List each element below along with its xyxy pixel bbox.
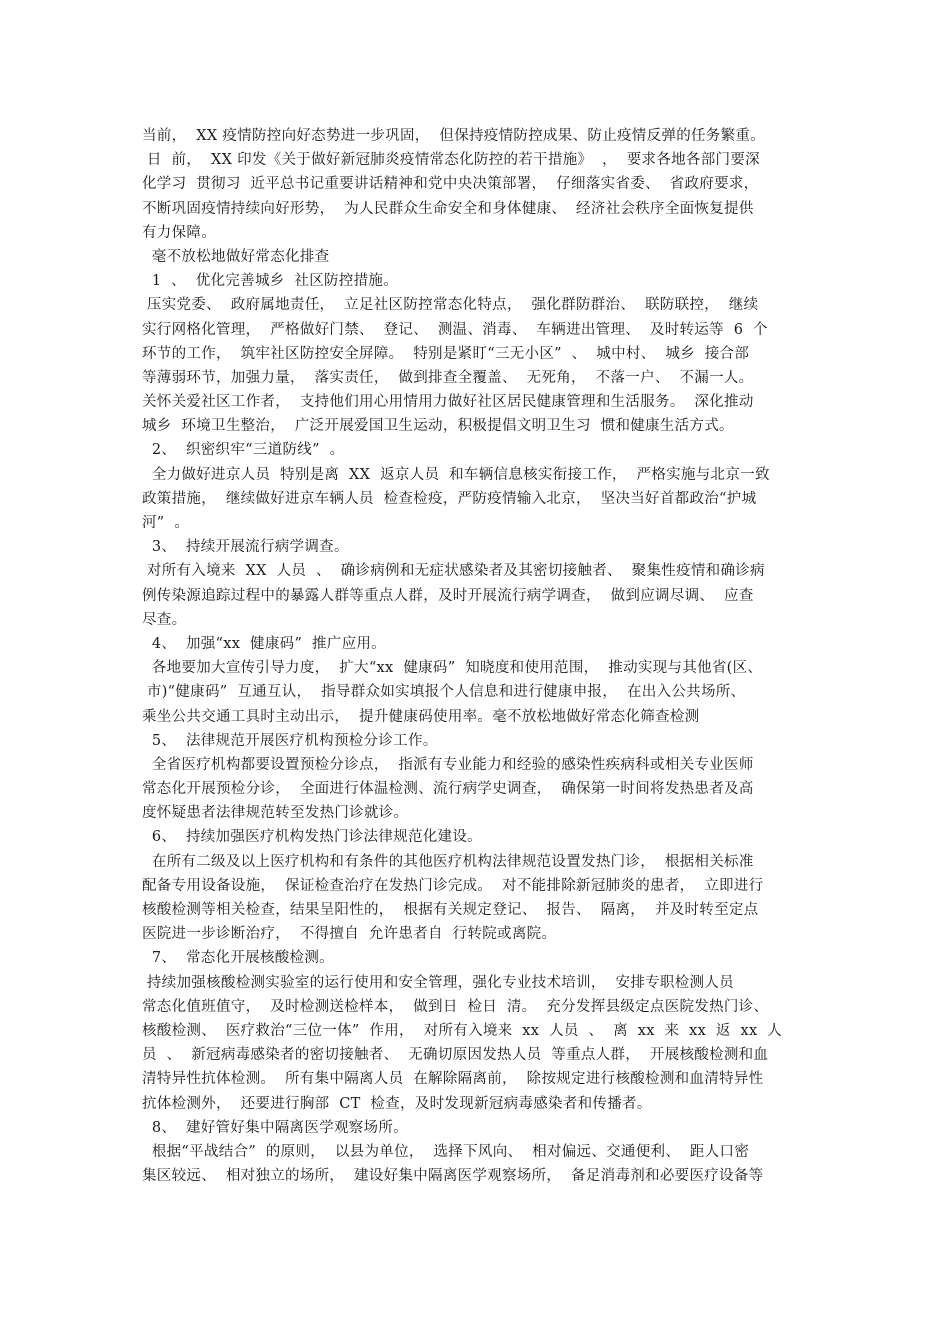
- document-page: [142, 124, 822, 1188]
- text-line: 1 、 优化完善城乡 社区防控措施。: [142, 273, 398, 290]
- text-line: 清特异性抗体检测。 所有集中隔离人员 在解除隔离前， 除按规定进行核酸检测和血清特异性: [142, 1071, 764, 1088]
- text-line: 4、 加强“xx 健康码” 推广应用。: [142, 635, 386, 652]
- text-line: 不断巩固疫情持续向好形势， 为人民群众生命安全和身体健康、 经济社会秩序全面恢复提供: [142, 200, 754, 217]
- text-line: 对所有入境来 XX 人员 、 确诊病例和无症状感染者及其密切接触者、 聚集性疫情和确诊病: [142, 563, 765, 580]
- text-line: 5、 法律规范开展医疗机构预检分诊工作。: [142, 732, 438, 749]
- text-line: 2、 织密织牢“三道防线” 。: [142, 442, 345, 459]
- text-line: 日 前， XX 印发《关于做好新冠肺炎疫情常态化防控的若干措施》 ， 要求各地各部门要深: [142, 152, 760, 169]
- text-line: 毫不放松地做好常态化排查: [142, 248, 330, 265]
- text-line: 河” 。: [142, 515, 190, 531]
- text-line: 根据“平战结合” 的原则， 以县为单位， 选择下风向、 相对偏远、交通便利、 距人口密: [142, 1143, 750, 1160]
- text-line: 医院进一步诊断治疗， 不得擅自 允许患者自 行转院或离院。: [142, 926, 557, 943]
- text-line: 7、 常态化开展核酸检测。: [142, 950, 334, 967]
- text-line: 各地要加大宣传引导力度， 扩大“xx 健康码” 知晓度和使用范围， 推动实现与其他省(区、: [142, 660, 763, 677]
- text-line: 核酸检测、 医疗救治“三位一体” 作用， 对所有入境来 xx 人员 、 离 xx 来 xx 返 xx 人: [142, 1022, 783, 1039]
- text-line: 实行网格化管理， 严格做好门禁、 登记、 测温、消毒、 车辆进出管理、 及时转运等 6 个: [142, 321, 768, 338]
- text-line: 例传染源追踪过程中的暴露人群等重点人群，及时开展流行病学调查， 做到应调尽调、 应查: [142, 587, 754, 604]
- text-line: 政策措施， 继续做好进京车辆人员 检查检疫，严防疫情输入北京， 坚决当好首都政治“护城: [142, 490, 757, 507]
- text-line: 常态化开展预检分诊， 全面进行体温检测、流行病学史调查， 确保第一时间将发热患者及高: [142, 781, 754, 798]
- text-line: 度怀疑患者法律规范转至发热门诊就诊。: [142, 805, 409, 822]
- text-line: 抗体检测外， 还要进行胸部 CT 检查，及时发现新冠病毒感染者和传播者。: [142, 1095, 652, 1112]
- text-line: 等薄弱环节，加强力量， 落实责任， 做到排查全覆盖、 无死角， 不落一户、 不漏一人。: [142, 369, 754, 386]
- text-line: 市)“健康码” 互通互认， 指导群众如实填报个人信息和进行健康申报， 在出入公共场所、: [142, 684, 746, 701]
- text-line: 持续加强核酸检测实验室的运行使用和安全管理，强化专业技术培训， 安排专职检测人员: [142, 974, 734, 991]
- text-line: 城乡 环境卫生整治， 广泛开展爱国卫生运动，积极提倡文明卫生习 惯和健康生活方式。: [142, 418, 734, 435]
- text-line: 尽查。: [142, 611, 187, 628]
- text-line: 常态化值班值守， 及时检测送检样本， 做到日 检日 清。 充分发挥县级定点医院发热门诊、: [142, 998, 769, 1015]
- text-line: 当前， XX 疫情防控向好态势进一步巩固， 但保持疫情防控成果、防止疫情反弹的任务繁重。: [142, 128, 765, 144]
- text-line: 8、 建好管好集中隔离医学观察场所。: [142, 1119, 408, 1136]
- text-line: 环节的工作， 筑牢社区防控安全屏障。 特别是紧盯“三无小区” 、 城中村、 城乡 接合部: [142, 345, 750, 362]
- text-line: 全力做好进京人员 特别是离 XX 返京人员 和车辆信息核实衔接工作， 严格实施与北京一致: [142, 466, 770, 483]
- text-line: 化学习 贯彻习 近平总书记重要讲话精神和党中央决策部署， 仔细落实省委、 省政府要求，: [142, 176, 759, 193]
- text-line: 有力保障。: [142, 224, 216, 241]
- text-line: 乘坐公共交通工具时主动出示， 提升健康码使用率。毫不放松地做好常态化筛查检测: [142, 708, 700, 725]
- text-line: 配备专用设备设施， 保证检查治疗在发热门诊完成。 对不能排除新冠肺炎的患者， 立即进行: [142, 877, 764, 894]
- text-line: 压实党委、 政府属地责任， 立足社区防控常态化特点， 强化群防群治、 联防联控， 继续: [142, 297, 759, 314]
- text-line: 6、 持续加强医疗机构发热门诊法律规范化建设。: [142, 829, 482, 846]
- text-line: 集区较远、 相对独立的场所， 建设好集中隔离医学观察场所， 备足消毒剂和必要医疗设备等: [142, 1168, 764, 1185]
- text-line: 核酸检测等相关检查，结果呈阳性的， 根据有关规定登记、 报告、 隔离， 并及时转至定点: [142, 902, 759, 918]
- text-line: 员 、 新冠病毒感染者的密切接触者、 无确切原因发热人员 等重点人群， 开展核酸检测和血: [142, 1047, 769, 1064]
- text-line: 关怀关爱社区工作者， 支持他们用心用情用力做好社区居民健康管理和生活服务。 深化推动: [142, 394, 754, 411]
- text-line: 全省医疗机构都要设置预检分诊点， 指派有专业能力和经验的感染性疾病科或相关专业医师: [142, 756, 754, 773]
- text-line: 3、 持续开展流行病学调查。: [142, 539, 349, 556]
- text-line: 在所有二级及以上医疗机构和有条件的其他医疗机构法律规范设置发热门诊， 根据相关标准: [142, 853, 754, 870]
